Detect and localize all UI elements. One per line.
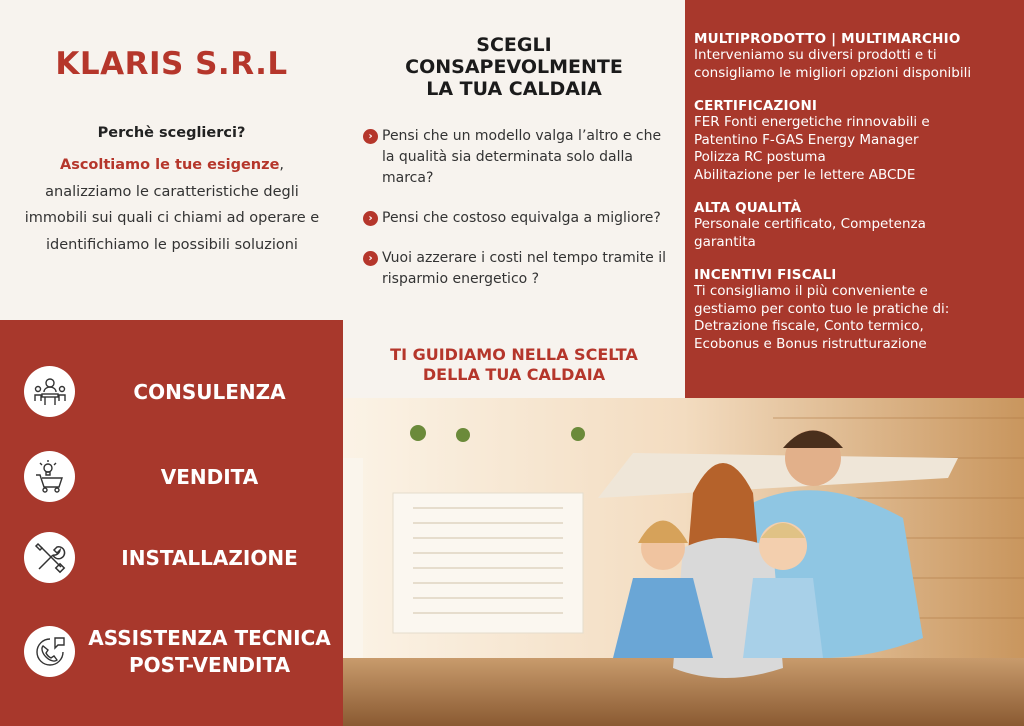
services-panel: [0, 320, 343, 726]
why-body: , analizziamo le caratteristiche degli immobili sui quali ci chiami ad operare e identifichiamo le possibili soluzioni: [24, 157, 320, 253]
service-consulenza: [0, 362, 343, 422]
service-installazione: [0, 528, 343, 588]
guide-cta: [343, 345, 685, 385]
why-choose-us-text: [22, 152, 322, 258]
feature-title: ALTA QUALITÀ: [694, 200, 802, 216]
feature-multiprodotto: [694, 31, 1024, 82]
shopping-cart-icon: [24, 451, 75, 502]
service-label: VENDITA: [160, 464, 259, 489]
choose-boiler-panel: [343, 0, 685, 398]
feature-title: CERTIFICAZIONI: [694, 98, 818, 114]
features-panel: [685, 0, 1024, 398]
chevron-right-icon: ›: [363, 211, 378, 226]
service-assistenza: [0, 622, 343, 682]
choose-boiler-title: [343, 34, 685, 100]
feature-text: Interveniamo su diversi prodotti e ti consigliamo le migliori opzioni disponibili: [694, 47, 972, 81]
question-text: Pensi che costoso equivalga a migliore?: [382, 210, 661, 226]
question-item: [363, 126, 673, 189]
service-vendita: [0, 447, 343, 507]
service-label: ASSISTENZA TECNICA POST-VENDITA: [88, 626, 331, 677]
feature-title: MULTIPRODOTTO | MULTIMARCHIO: [694, 31, 961, 47]
question-item: [363, 248, 673, 290]
why-choose-us-heading: Perchè sceglierci?: [97, 125, 246, 141]
feature-incentivi: [694, 267, 1024, 353]
title-line: SCEGLI: [476, 34, 552, 56]
family-photo: [343, 398, 1024, 726]
feature-title: INCENTIVI FISCALI: [694, 267, 837, 283]
brand-title: KLARIS S.R.L: [55, 46, 288, 82]
feature-text: FER Fonti energetiche rinnovabili e Patentino F-GAS Energy Manager Polizza RC postuma Abilitazione per le lettere ABCDE: [694, 114, 930, 183]
cta-line: DELLA TUA CALDAIA: [422, 365, 606, 384]
chevron-right-icon: ›: [363, 251, 378, 266]
feature-certificazioni: [694, 98, 1024, 184]
question-text: Vuoi azzerare i costi nel tempo tramite il risparmio energetico ?: [382, 250, 667, 287]
title-line: CONSAPEVOLMENTE: [405, 56, 623, 78]
consultation-icon: [24, 366, 75, 417]
family-illustration: [343, 398, 1024, 726]
questions-list: [363, 126, 673, 309]
feature-text: Ti consigliamo il più conveniente e gestiamo per conto tuo le pratiche di: Detrazione fiscale, Conto termico, Ecobonus e Bonus ristrutturazione: [694, 283, 950, 352]
question-text: Pensi che un modello valga l’altro e che la qualità sia determinata solo dalla marca?: [382, 128, 662, 186]
phone-support-icon: [24, 626, 75, 677]
cta-line: TI GUIDIAMO NELLA SCELTA: [390, 345, 638, 364]
title-line: LA TUA CALDAIA: [426, 78, 602, 100]
chevron-right-icon: ›: [363, 129, 378, 144]
feature-alta-qualita: [694, 200, 1024, 251]
feature-text: Personale certificato, Competenza garantita: [694, 216, 926, 250]
question-item: [363, 208, 673, 229]
service-label: INSTALLAZIONE: [121, 545, 298, 570]
tools-icon: [24, 532, 75, 583]
service-label: CONSULENZA: [133, 379, 286, 404]
why-highlight: Ascoltiamo le tue esigenze: [59, 157, 280, 173]
intro-panel: [0, 0, 343, 320]
